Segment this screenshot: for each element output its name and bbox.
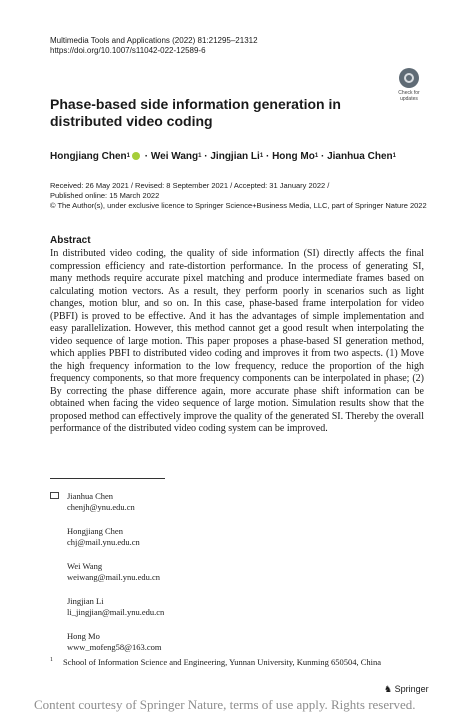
update-icon [399,68,419,88]
envelope-icon [50,492,59,499]
abstract-text: In distributed video coding, the quality of side information (SI) directly affects the final compression efficiency and rate-distortion performance. In the process of generating SI, many methods require accurate pixel matching and produce intermediate frames based on calculating motion vectors. As a result, they perform poorly in scenarios such as light changes, motion blur, and so on. In this case, phase-based frame interpolation for video (PBFI) is proved to be effective. And it has the advantages of simple implementation and easy parallelization. However, this method cannot get a good result when interpolating the video sequence of large motion. This paper proposes a phase-based SI generation method, which applies PBFI to distributed video coding and improves it from two aspects. (1) Move the high frequency information to the low frequency, reduce the proportion of the high frequency components, so that more frequency components can be interpolated in phase; (2) By correcting the phase difference again, more accurate phase shift information can be obtained when facing the video sequence of large motion. Simulation results show that the proposed method can effectively improve the quality of the generated SI. Thereby the overall performance of the distributed video coding system can be improved. [50,248,424,434]
affiliation: $^1$ School of Information Science and Engineering, Yunnan University, Kunming 650504, China [50,656,382,667]
doi-link[interactable]: https://doi.org/10.1007/s11042-022-12589-6 [50,46,206,55]
email-link[interactable]: chenjh@ynu.edu.cn [67,502,135,512]
list-item: Wei Wang weiwang@mail.ynu.edu.cn [67,561,164,583]
footnote-divider [50,478,165,479]
email-link[interactable]: weiwang@mail.ynu.edu.cn [67,572,161,582]
orcid-icon[interactable] [132,152,140,160]
author-name[interactable]: Jianhua Chen [327,151,393,162]
journal-name: Multimedia Tools and Applications (2022) 81:21295–21312 [50,36,258,45]
contact-list [67,491,164,666]
author-name[interactable]: Hong Mo [272,151,315,162]
list-item: Hong Mo www_mofeng58@163.com [67,631,164,653]
email-link[interactable]: li_jingjian@mail.ynu.edu.cn [67,607,165,617]
journal-header [50,36,258,56]
publication-dates: Received: 26 May 2021 / Revised: 8 September 2021 / Accepted: 31 January 2022 / Published online: 15 March 2022 © The Author(s), under exclusive licence to Springer Science+Business Media, LLC, part of Springer Nature 2022 [50,181,427,210]
list-item: Jianhua Chen chenjh@ynu.edu.cn [67,491,164,513]
email-link[interactable]: www_mofeng58@163.com [67,642,162,652]
email-link[interactable]: chj@mail.ynu.edu.cn [67,537,140,547]
list-item: Hongjiang Chen chj@mail.ynu.edu.cn [67,526,164,548]
author-name[interactable]: Wei Wang [150,151,199,162]
courtesy-notice: Content courtesy of Springer Nature, terms of use apply. Rights reserved. [34,697,416,712]
author-name[interactable]: Jingjian Li [210,151,260,162]
paper-title: Phase-based side information generation in distributed video coding [50,96,341,129]
springer-logo: ♞ Springer [384,684,429,694]
abstract-heading: Abstract [50,235,91,246]
check-for-updates-badge[interactable]: Check for updates [392,66,426,102]
author-list: Hongjiang Chen$^1$ · Wei Wang$^1$ · Jingjian $Li^1$ · Hong $Mo^1$ · Jianhua Chen$^1$ [50,151,396,162]
list-item: Jingjian Li li_jingjian@mail.ynu.edu.cn [67,596,165,617]
author-name[interactable]: Hongjiang Chen [50,151,127,162]
springer-horse-icon: ♞ [384,684,393,694]
